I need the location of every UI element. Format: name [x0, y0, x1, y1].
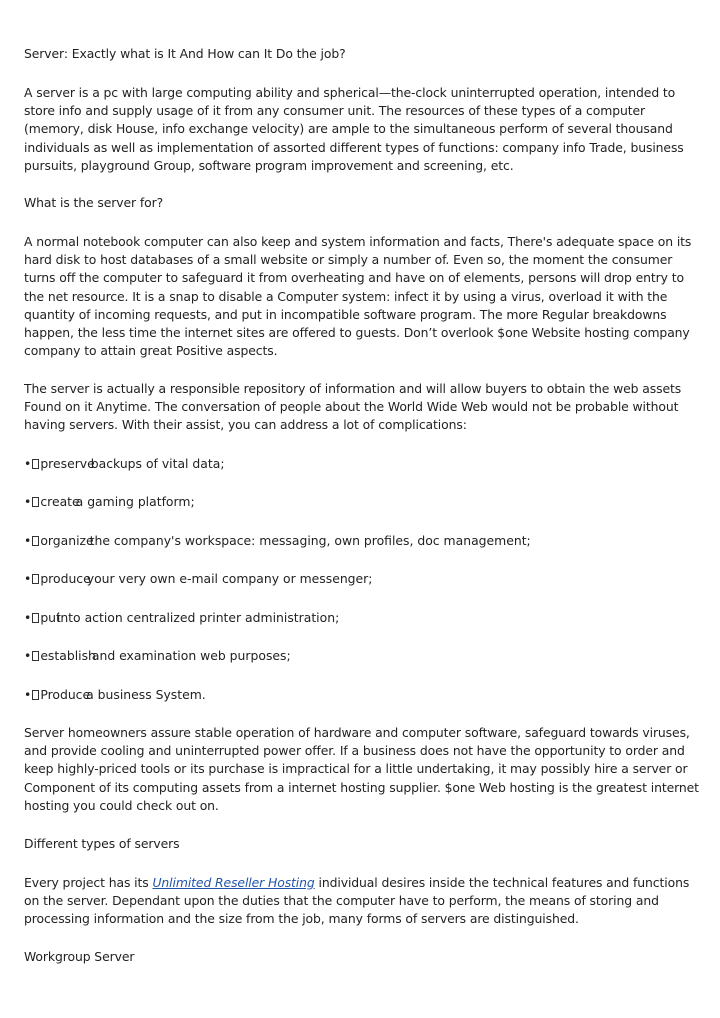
heading-what-is-server: Server: Exactly what is It And How can It Do the job?: [24, 46, 346, 61]
bullet-keyword: organize: [40, 533, 94, 548]
bullet-text: a gaming platform;: [75, 494, 195, 509]
bullet-dot: •: [24, 571, 32, 586]
bullet-text: your very own e-mail company or messenger;: [86, 571, 373, 586]
list-item: [24, 532, 700, 550]
reseller-hosting-link[interactable]: Unlimited Reseller Hosting: [152, 875, 315, 890]
paragraph-server-definition: A server is a pc with large computing ability and spherical—the-clock uninterrupted operation, intended to store info and supply usage of it from any consumer unit. The resources of these types of a computer (memory, disk House, info exchange velocity) are ample to the simultaneous perform of several thousand individuals as well as implementation of assorted different types of functions: company info Trade, business pursuits, playground Group, software program improvement and screening, etc.: [24, 85, 684, 173]
bullet-dot: •: [24, 648, 32, 663]
paragraph-notebook-comparison: A normal notebook computer can also keep and system information and facts, There's adequate space on its hard disk to host databases of a small website or simply a number of. Even so, the moment the consumer turns off the computer to safeguard it from overheating and have on of elements, persons will drop entry to the net resource. It is a snap to disable a Computer system: infect it by using a virus, overload it with the quantity of incoming requests, and put in incompatible software program. The more Regular breakdowns happen, the less time the internet sites are offered to guests. Don’t overlook $one Website hosting company company to attain great Positive aspects.: [24, 234, 692, 359]
bullet-keyword: produce: [40, 571, 91, 586]
missing-glyph-icon: [32, 536, 39, 546]
heading-what-is-server-for: What is the server for?: [24, 195, 164, 210]
list-item: [24, 686, 700, 704]
list-item: [24, 609, 700, 627]
paragraph-text-start: Every project has its: [24, 875, 153, 890]
bullet-text: a business System.: [86, 687, 206, 702]
heading-workgroup-server: Workgroup Server: [24, 949, 135, 964]
bullet-text: and examination web purposes;: [91, 648, 291, 663]
missing-glyph-icon: [32, 690, 39, 700]
paragraph-server-homeowners: Server homeowners assure stable operation of hardware and computer software, safeguard towards viruses, and provide cooling and uninterrupted power offer. If a business does not have the opportunity to order and keep highly-priced tools or its purchase is impractical for a little undertaking, it may possibly hire a server or Component of its computing assets from a internet hosting supplier. $one Web hosting is the greatest internet hosting you could check out on.: [24, 725, 699, 813]
bullet-keyword: establish: [40, 648, 96, 663]
bullet-text: the company's workspace: messaging, own profiles, doc management;: [89, 533, 531, 548]
bullet-dot: •: [24, 456, 32, 471]
bullet-text: into action centralized printer administration;: [56, 610, 340, 625]
bullet-text: backups of vital data;: [90, 456, 225, 471]
paragraph-text-end: individual desires inside the technical features and functions on the server. Dependant upon the duties that the computer have to perform, the means of storing and processing information and the size from the job, many forms of servers are distinguished.: [24, 875, 690, 927]
heading-types-of-servers: Different types of servers: [24, 836, 180, 851]
paragraph-project-desires: [24, 874, 700, 929]
bullet-dot: •: [24, 494, 32, 509]
bullet-keyword: Produce: [40, 687, 91, 702]
bullet-keyword: create: [40, 494, 80, 509]
list-item: [24, 455, 700, 473]
bullet-dot: •: [24, 687, 32, 702]
bullet-keyword: put: [40, 610, 61, 625]
missing-glyph-icon: [32, 497, 39, 507]
bullet-dot: •: [24, 610, 32, 625]
paragraph-server-repository: The server is actually a responsible repository of information and will allow buyers to obtain the web assets Found on it Anytime. The conversation of people about the World Wide Web would not be probable without having servers. With their assist, you can address a lot of complications:: [24, 381, 682, 433]
list-item: [24, 647, 700, 665]
bullet-dot: •: [24, 533, 32, 548]
missing-glyph-icon: [32, 574, 39, 584]
missing-glyph-icon: [32, 651, 39, 661]
list-item: [24, 493, 700, 511]
missing-glyph-icon: [32, 459, 39, 469]
list-item: [24, 570, 700, 588]
bullet-keyword: preserve: [40, 456, 95, 471]
missing-glyph-icon: [32, 613, 39, 623]
